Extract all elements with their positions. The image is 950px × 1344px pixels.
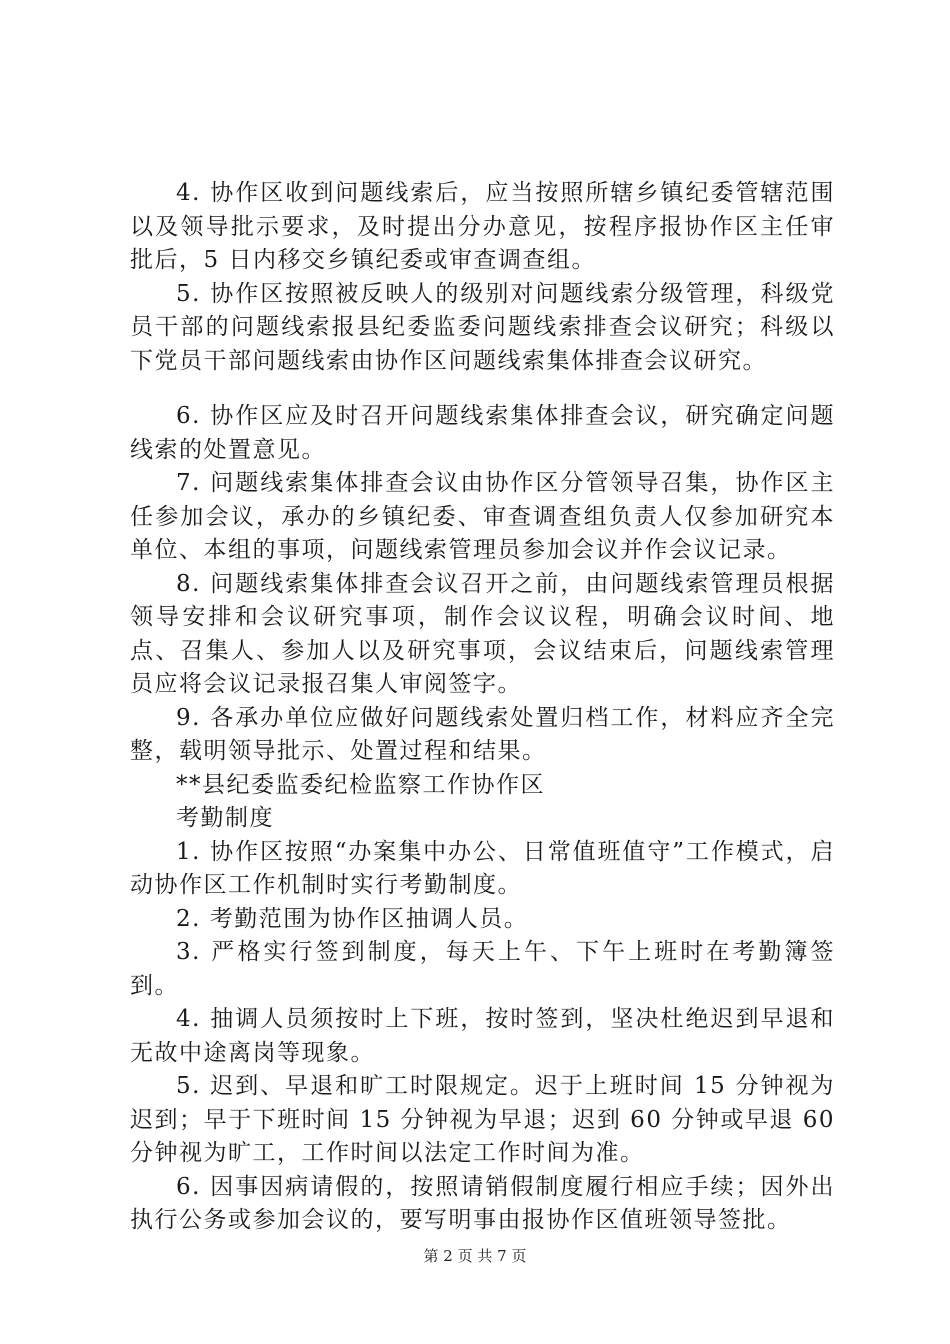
section-heading-organization: **县纪委监委纪检监察工作协作区: [176, 771, 545, 798]
attendance-item-6: 6. 因事因病请假的，按照请销假制度履行相应手续；因外出执行公务或参加会议的，要写明事由报协作区值班领导签批。: [130, 1173, 835, 1233]
paragraph-item-5: 5. 协作区按照被反映人的级别对问题线索分级管理，科级党员干部的问题线索报县纪委监委问题线索排查会议研究；科级以下党员干部问题线索由协作区问题线索集体排查会议研究。: [130, 280, 835, 374]
paragraph-item-6: 6. 协作区应及时召开问题线索集体排查会议，研究确定问题线索的处置意见。: [130, 403, 835, 463]
attendance-item-1: 1. 协作区按照“办案集中办公、日常值班值守”工作模式，启动协作区工作机制时实行考勤制度。: [130, 838, 835, 898]
document-body: [130, 177, 835, 1238]
paragraph-gap: [130, 378, 835, 400]
page-footer: 第 2 页 共 7 页: [423, 1247, 527, 1265]
attendance-item-3: 3. 严格实行签到制度，每天上午、下午上班时在考勤簿签到。: [130, 939, 835, 999]
attendance-item-2: 2. 考勤范围为协作区抽调人员。: [176, 905, 529, 932]
paragraph-item-9: 9. 各承办单位应做好问题线索处置归档工作，材料应齐全完整，载明领导批示、处置过程和结果。: [130, 704, 835, 764]
attendance-item-5: 5. 迟到、早退和旷工时限规定。迟于上班时间 15 分钟视为迟到；早于下班时间 15 分钟视为早退；迟到 60 分钟或早退 60 分钟视为旷工，工作时间以法定工作时间为准。: [130, 1073, 835, 1166]
section-heading-attendance: 考勤制度: [176, 805, 274, 831]
paragraph-item-4: 4. 协作区收到问题线索后，应当按照所辖乡镇纪委管辖范围以及领导批示要求，及时提出分办意见，按程序报协作区主任审批后，5 日内移交乡镇纪委或审查调查组。: [130, 180, 835, 273]
paragraph-item-7: 7. 问题线索集体排查会议由协作区分管领导召集，协作区主任参加会议，承办的乡镇纪委、审查调查组负责人仅参加研究本单位、本组的事项，问题线索管理员参加会议并作会议记录。: [130, 470, 835, 563]
paragraph-item-8: 8. 问题线索集体排查会议召开之前，由问题线索管理员根据领导安排和会议研究事项，制作会议议程，明确会议时间、地点、召集人、参加人以及研究事项，会议结束后，问题线索管理员应将会议记录报召集人审阅签字。: [130, 570, 835, 697]
attendance-item-4: 4. 抽调人员须按时上下班，按时签到，坚决杜绝迟到早退和无故中途离岗等现象。: [130, 1006, 835, 1066]
